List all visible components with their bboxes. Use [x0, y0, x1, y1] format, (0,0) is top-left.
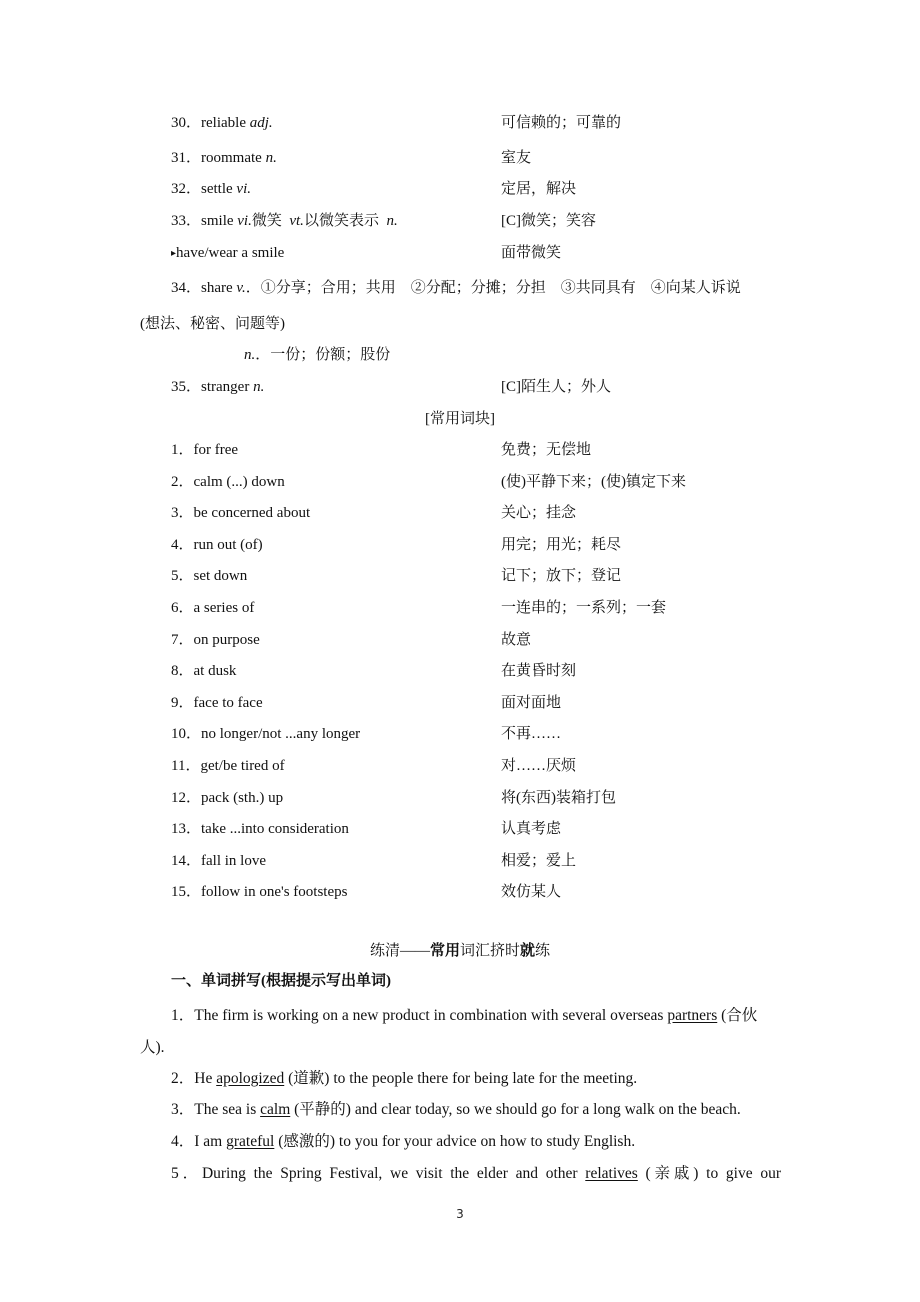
item-number: 2． — [171, 474, 194, 490]
practice-title — [0, 941, 920, 961]
phrase-meaning: (使)平静下来；(使)镇定下来 — [501, 474, 686, 490]
vocab-word: smile — [201, 213, 234, 229]
sense-text: 以微笑表示 — [303, 213, 379, 229]
item-number: 12． — [171, 790, 202, 806]
item-number: 5． — [171, 568, 194, 584]
phrase-meaning: 面对面地 — [501, 695, 562, 711]
phrase-meaning: 在黄昏时刻 — [501, 663, 577, 679]
phrase-text: on purpose — [193, 632, 260, 648]
vocab-item-31 — [171, 148, 277, 168]
phrase-row — [171, 566, 247, 586]
item-number: 4． — [171, 537, 194, 553]
phrase-text: take ...into consideration — [201, 821, 349, 837]
phrase-row — [171, 661, 236, 681]
phrase-meaning: 记下；放下；登记 — [501, 568, 622, 584]
sentence-text: and clear today, so we should go for a long walk on the beach. — [350, 1101, 741, 1118]
sense-list: ．①分享；合用；共用 ②分配；分摊；分担 ③共同具有 ④向某人诉说 — [245, 280, 741, 296]
sentence-text: I am — [194, 1133, 227, 1150]
item-number: 3． — [171, 1101, 195, 1118]
phrase-have-wear-smile — [171, 243, 284, 264]
hint-text: (亲戚) — [637, 1165, 699, 1182]
part-of-speech: adj. — [249, 115, 273, 131]
vocab-meaning-33: [C]微笑；笑容 — [501, 213, 596, 229]
sentence-continuation: 人). — [140, 1039, 165, 1056]
phrase-text: follow in one's footsteps — [201, 884, 348, 900]
vocab-meaning-35: [C]陌生人；外人 — [501, 379, 611, 395]
item-number: 32． — [171, 181, 202, 197]
phrase-meaning: 面带微笑 — [501, 245, 562, 261]
title-text: 练清 — [369, 943, 400, 959]
item-number: 1． — [171, 442, 194, 458]
title-text: 词汇挤时 — [459, 943, 520, 959]
phrase-row — [171, 598, 254, 618]
part-of-speech: n. — [386, 213, 398, 229]
part-of-speech: vi. — [237, 213, 252, 229]
item-number: 14． — [171, 853, 202, 869]
part-of-speech: vi. — [236, 181, 251, 197]
exercise-sentence-2 — [171, 1069, 637, 1089]
sentence-text: to give our — [698, 1165, 781, 1182]
phrase-row — [171, 472, 285, 492]
item-number: 33． — [171, 213, 202, 229]
sentence-text: to you for your advice on how to study English. — [335, 1133, 636, 1150]
phrase-text: have/wear a smile — [176, 245, 285, 261]
sentence-text: The firm is working on a new product in combination with several overseas — [194, 1007, 668, 1024]
sense-continuation: (想法、秘密、问题等) — [140, 316, 285, 332]
item-number: 6． — [171, 600, 194, 616]
phrase-text: set down — [193, 568, 248, 584]
phrase-row — [171, 440, 238, 460]
phrase-row — [171, 630, 260, 650]
item-number: 1． — [171, 1007, 195, 1024]
phrase-text: face to face — [193, 695, 263, 711]
vocab-meaning-31: 室友 — [501, 150, 532, 166]
phrase-meaning: 对……厌烦 — [501, 758, 577, 774]
hint-text: (感激的) — [274, 1133, 336, 1150]
vocab-item-30 — [171, 113, 273, 133]
phrase-meaning: 故意 — [501, 632, 532, 648]
part-of-speech: n. — [265, 150, 277, 166]
part-of-speech: vt. — [289, 213, 304, 229]
phrase-meaning: 免费；无偿地 — [501, 442, 592, 458]
sense-list: ．一份；份额；股份 — [255, 347, 391, 363]
item-number: 34． — [171, 280, 202, 296]
vocab-word: roommate — [201, 150, 262, 166]
item-number: 30． — [171, 115, 202, 131]
answer-word: grateful — [226, 1133, 275, 1150]
vocab-item-33 — [171, 211, 398, 231]
title-text: 练 — [535, 943, 551, 959]
title-text: 常用 — [429, 943, 460, 959]
vocab-word: settle — [201, 181, 233, 197]
answer-word: relatives — [585, 1165, 638, 1182]
vocab-word: share — [201, 280, 233, 296]
item-number: 10． — [171, 726, 202, 742]
sense-text: 微笑 — [251, 213, 282, 229]
phrase-meaning: 一连串的；一系列；一套 — [501, 600, 667, 616]
answer-word: partners — [667, 1007, 718, 1024]
sentence-text: During the Spring Festival, we visit the elder and other — [201, 1165, 586, 1182]
phrase-row — [171, 819, 349, 839]
hint-text: (平静的) — [290, 1101, 351, 1118]
phrase-text: fall in love — [201, 853, 266, 869]
phrase-meaning: 相爱；爱上 — [501, 853, 577, 869]
phrase-text: at dusk — [193, 663, 237, 679]
phrase-row — [171, 503, 310, 523]
part-of-speech: v. — [236, 280, 246, 296]
item-number: 11． — [171, 758, 201, 774]
title-text: 就 — [520, 943, 536, 959]
phrase-row — [171, 724, 360, 744]
phrase-meaning: 效仿某人 — [501, 884, 562, 900]
phrase-text: pack (sth.) up — [201, 790, 284, 806]
phrase-meaning: 将(东西)装箱打包 — [501, 790, 616, 806]
exercise-sentence-5 — [171, 1164, 781, 1184]
vocab-item-34-noun — [244, 345, 390, 365]
sentence-text: The sea is — [194, 1101, 261, 1118]
item-number: 35． — [171, 379, 202, 395]
phrase-row — [171, 693, 263, 713]
section-heading-phrases: [常用词块] — [425, 411, 495, 427]
page-number: 3 — [456, 1207, 464, 1221]
phrase-meaning: 关心；挂念 — [501, 505, 577, 521]
section-heading-spelling: 一、单词拼写(根据提示写出单词) — [171, 973, 391, 989]
phrase-text: no longer/not ...any longer — [201, 726, 361, 742]
answer-word: calm — [260, 1101, 291, 1118]
vocab-item-35 — [171, 377, 264, 397]
exercise-sentence-3 — [171, 1100, 741, 1120]
phrase-meaning: 用完；用光；耗尽 — [501, 537, 622, 553]
item-number: 4． — [171, 1133, 195, 1150]
phrase-text: be concerned about — [193, 505, 311, 521]
phrase-text: get/be tired of — [200, 758, 285, 774]
phrase-text: calm (...) down — [193, 474, 285, 490]
hint-text: (合伙 — [717, 1007, 758, 1024]
part-of-speech: n. — [244, 347, 256, 363]
item-number: 2． — [171, 1070, 195, 1087]
sentence-text: He — [194, 1070, 217, 1087]
item-number: 15． — [171, 884, 202, 900]
vocab-meaning-30: 可信赖的；可靠的 — [501, 115, 622, 131]
vocab-word: stranger — [201, 379, 250, 395]
item-number: 8． — [171, 663, 194, 679]
item-number: 3． — [171, 505, 194, 521]
vocab-item-34 — [171, 278, 741, 298]
sentence-text: to the people there for being late for the meeting. — [329, 1070, 638, 1087]
hint-text: (道歉) — [284, 1070, 330, 1087]
phrase-row — [171, 535, 263, 555]
phrase-text: run out (of) — [193, 537, 263, 553]
item-number: 7． — [171, 632, 194, 648]
phrase-text: a series of — [193, 600, 255, 616]
item-number: 5． — [171, 1165, 202, 1182]
title-dash: —— — [399, 943, 430, 959]
answer-word: apologized — [216, 1070, 285, 1087]
item-number: 31． — [171, 150, 202, 166]
exercise-sentence-4 — [171, 1132, 635, 1152]
vocab-meaning-32: 定居，解决 — [501, 181, 577, 197]
phrase-meaning: 不再…… — [501, 726, 562, 742]
phrase-meaning: 认真考虑 — [501, 821, 562, 837]
phrase-text: for free — [193, 442, 239, 458]
phrase-row — [171, 788, 283, 808]
vocab-word: reliable — [201, 115, 246, 131]
item-number: 9． — [171, 695, 194, 711]
phrase-row — [171, 756, 285, 776]
exercise-sentence-1 — [171, 1006, 757, 1026]
part-of-speech: n. — [253, 379, 265, 395]
item-number: 13． — [171, 821, 202, 837]
phrase-row — [171, 882, 347, 902]
phrase-row — [171, 851, 266, 871]
arrow-bullet-icon: ▸ — [171, 248, 177, 259]
vocab-item-32 — [171, 179, 251, 199]
